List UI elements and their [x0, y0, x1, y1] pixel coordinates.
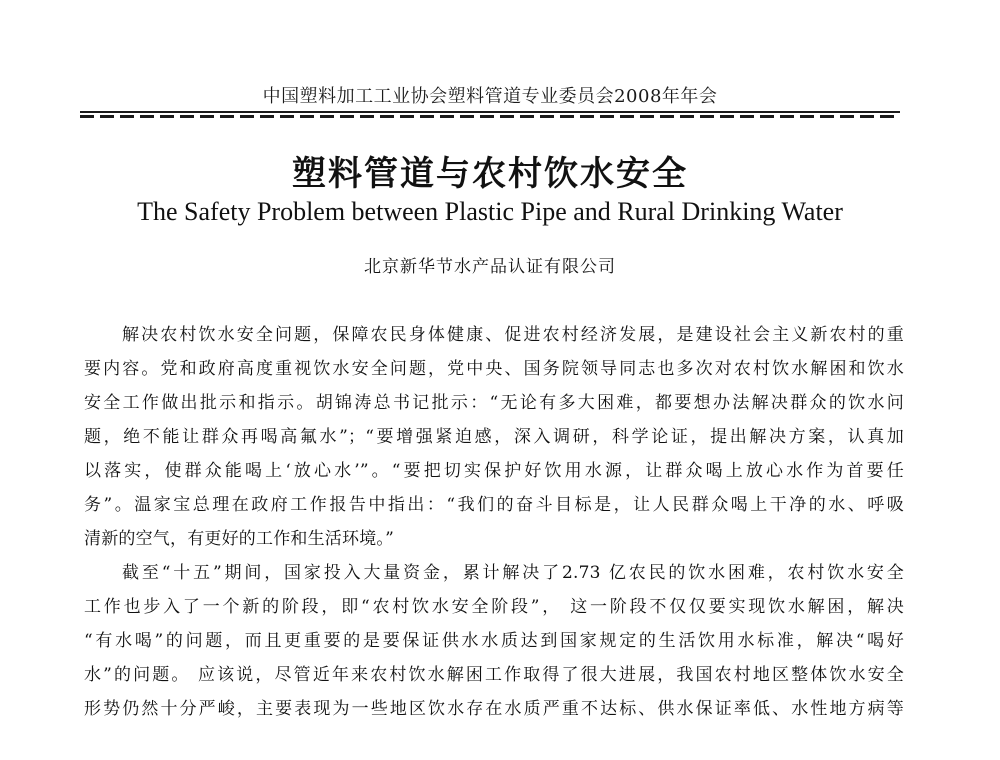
paragraph-2-line-3: “有水喝”的问题，而且更重要的是要保证供水水质达到国家规定的生活饮用水标准，解决“喝好 — [84, 631, 904, 651]
paragraph-1-line-6: 务”。温家宝总理在政府工作报告中指出：“我们的奋斗目标是，让人民群众喝上干净的水、呼吸 — [84, 495, 904, 515]
header-rule-dashed — [80, 115, 900, 118]
paragraph-2-line-4: 水”的问题。 应该说，尽管近年来农村饮水解困工作取得了很大进展，我国农村地区整体饮水安全 — [84, 665, 904, 685]
author-affiliation: 北京新华节水产品认证有限公司 — [364, 257, 616, 277]
paragraph-1-line-5: 以落实，使群众能喝上‘放心水’”。“要把切实保护好饮用水源，让群众喝上放心水作为首要任 — [84, 461, 904, 481]
article-title-english: The Safety Problem between Plastic Pipe and Rural Drinking Water — [137, 197, 843, 226]
article-title-chinese: 塑料管道与农村饮水安全 — [292, 154, 688, 194]
running-header: 中国塑料加工工业协会塑料管道专业委员会2008年年会 — [262, 86, 718, 107]
paragraph-1-line-3: 安全工作做出批示和指示。胡锦涛总书记批示：“无论有多大困难，都要想办法解决群众的饮水问 — [84, 393, 904, 413]
paragraph-2-line-5: 形势仍然十分严峻，主要表现为一些地区饮水存在水质严重不达标、供水保证率低、水性地方病等 — [84, 699, 904, 719]
paragraph-2-line-1: 截至“十五”期间，国家投入大量资金，累计解决了2.73 亿农民的饮水困难，农村饮水安全 — [122, 563, 904, 583]
paragraph-1-line-1: 解决农村饮水安全问题，保障农民身体健康、促进农村经济发展，是建设社会主义新农村的重 — [122, 325, 904, 345]
paragraph-1-line-2: 要内容。党和政府高度重视饮水安全问题，党中央、国务院领导同志也多次对农村饮水解困和饮水 — [84, 359, 904, 379]
paragraph-1-line-4: 题，绝不能让群众再喝高氟水”；“要增强紧迫感，深入调研，科学论证，提出解决方案，认真加 — [84, 427, 904, 447]
body-text — [84, 318, 904, 726]
header-rule — [80, 111, 900, 113]
paragraph-2-line-2: 工作也步入了一个新的阶段，即“农村饮水安全阶段”， 这一阶段不仅仅要实现饮水解困，解决 — [84, 597, 904, 617]
paragraph-1-line-7: 清新的空气，有更好的工作和生活环境。” — [84, 529, 394, 549]
